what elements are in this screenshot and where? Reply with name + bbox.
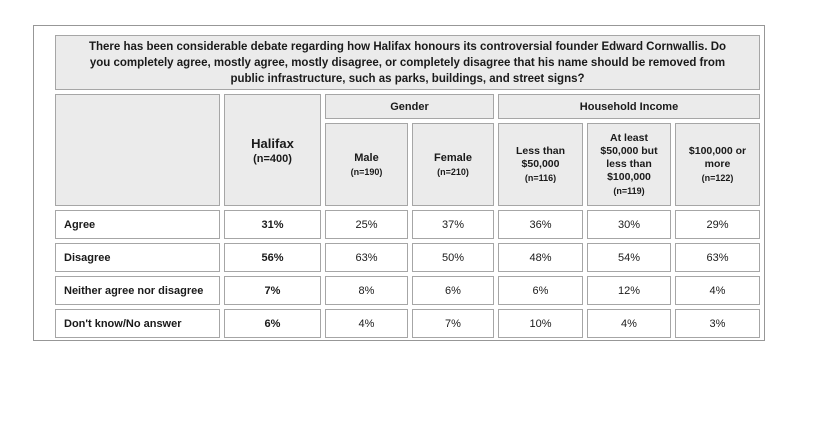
cell-value: 6% <box>412 276 494 305</box>
cell-value: 10% <box>498 309 583 338</box>
column-label: $100,000 or more <box>688 145 747 170</box>
cell-value: 12% <box>587 276 671 305</box>
column-label: Female <box>434 151 472 164</box>
table-row-dont-know <box>55 309 760 338</box>
cell-value: 3% <box>675 309 760 338</box>
cell-value: 25% <box>325 210 408 239</box>
table-row-disagree <box>55 243 760 272</box>
cell-value: 8% <box>325 276 408 305</box>
cell-value: 6% <box>498 276 583 305</box>
column-sample-size: (n=400) <box>253 152 292 165</box>
column-header-income-low <box>498 123 583 206</box>
cell-value: 4% <box>325 309 408 338</box>
column-header-male <box>325 123 408 206</box>
column-sample-size: (n=119) <box>613 186 645 196</box>
column-header-female <box>412 123 494 206</box>
row-label: Disagree <box>55 243 220 272</box>
column-label: Halifax <box>251 135 294 151</box>
group-header-household-income: Household Income <box>498 94 760 119</box>
group-header-gender: Gender <box>325 94 494 119</box>
column-sample-size: (n=190) <box>350 166 383 177</box>
column-sample-size: (n=116) <box>524 173 557 183</box>
row-label: Neither agree nor disagree <box>55 276 220 305</box>
survey-results-table <box>51 31 764 342</box>
row-label: Don't know/No answer <box>55 309 220 338</box>
column-label: Less than $50,000 <box>515 145 565 170</box>
cell-value: 50% <box>412 243 494 272</box>
cell-value: 6% <box>224 309 321 338</box>
column-sample-size: (n=122) <box>701 173 734 183</box>
cell-value: 48% <box>498 243 583 272</box>
table-row-neither <box>55 276 760 305</box>
column-label: At least $50,000 but less than $100,000 <box>600 132 658 183</box>
row-label: Agree <box>55 210 220 239</box>
cell-value: 37% <box>412 210 494 239</box>
cell-value: 4% <box>675 276 760 305</box>
survey-question-title: There has been considerable debate regarding how Halifax honours its controversial founder Edward Cornwallis. Do you completely agree, mostly agree, mostly disagree, or completely disagree that his name should be removed from public infrastructure, such as parks, buildings, and street signs? <box>55 35 760 90</box>
cell-value: 29% <box>675 210 760 239</box>
column-header-income-high <box>675 123 760 206</box>
table-row-agree <box>55 210 760 239</box>
column-header-halifax <box>224 94 321 206</box>
cell-value: 4% <box>587 309 671 338</box>
cell-value: 56% <box>224 243 321 272</box>
cell-value: 63% <box>675 243 760 272</box>
cell-value: 36% <box>498 210 583 239</box>
cell-value: 31% <box>224 210 321 239</box>
column-label: Male <box>354 151 379 164</box>
cell-value: 7% <box>224 276 321 305</box>
cell-value: 63% <box>325 243 408 272</box>
cell-value: 30% <box>587 210 671 239</box>
cell-value: 54% <box>587 243 671 272</box>
column-header-income-mid <box>587 123 671 206</box>
row-label-header-blank <box>55 94 220 206</box>
column-sample-size: (n=210) <box>437 166 469 177</box>
cell-value: 7% <box>412 309 494 338</box>
